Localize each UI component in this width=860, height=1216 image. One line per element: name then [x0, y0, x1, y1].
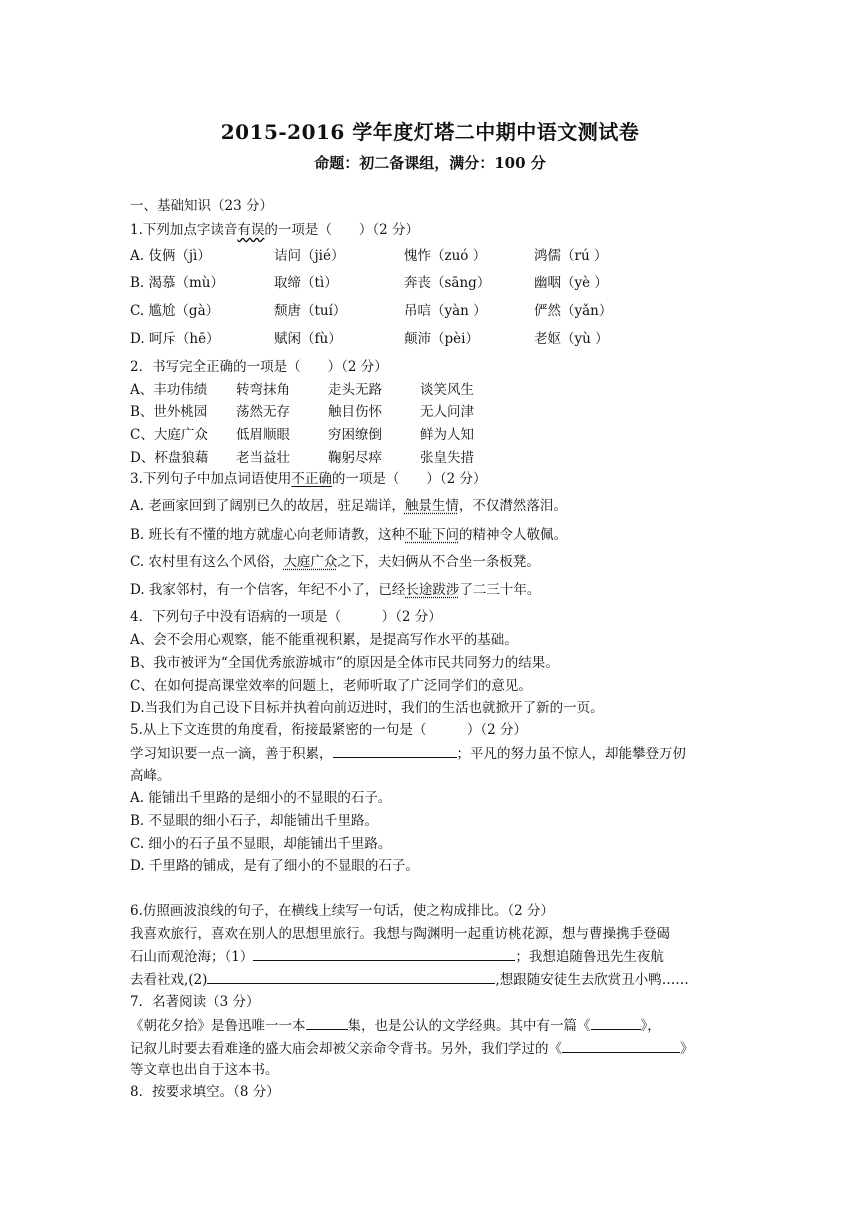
- q3-option-b: [130, 525, 567, 545]
- q1-option-d4: 老妪（yù ）: [534, 331, 609, 347]
- q1-option-c2: 颓唐（tuí）: [274, 303, 347, 319]
- q2-option-b1: B、世外桃园: [130, 404, 208, 420]
- q2-option-a4: 谈笑风生: [420, 382, 474, 398]
- q5-answer-blank[interactable]: [333, 743, 457, 758]
- q5-passage-cont: 高峰。: [130, 768, 171, 784]
- q3-a-pre: A. 老画家回到了阔别已久的故居，驻足端详，: [130, 498, 405, 514]
- question-1-stem: [130, 220, 419, 240]
- q7-line-3: 等文章也出自于这本书。: [130, 1062, 279, 1078]
- q2-option-c3: 穷困缭倒: [328, 427, 382, 443]
- q2-option-d4: 张皇失措: [420, 450, 474, 466]
- q1-option-a1: A. 伎俩（jì）: [130, 248, 211, 264]
- q1-option-b1: B. 渴慕（mù）: [130, 275, 224, 291]
- q6-l3-pre: 去看社戏,(2): [130, 972, 208, 988]
- q3-d-pre: D. 我家邻村，有一个信客，年纪不小了，已经: [130, 582, 406, 598]
- q1-option-b2: 取缔（tì）: [274, 275, 338, 291]
- question-6-stem: 6.仿照画波浪线的句子，在横线上续写一句话，使之构成排比。（2 分）: [130, 903, 555, 919]
- q1-option-a4: 鸿儒（rú ）: [534, 248, 608, 264]
- q6-blank-1[interactable]: [253, 946, 515, 961]
- q1-option-d3: 颠沛（pèi）: [404, 331, 479, 347]
- q5-passage-pre: 学习知识要一点一滴，善于积累，: [130, 746, 333, 762]
- q3-b-mark: 不耻下问: [405, 527, 460, 543]
- section-heading: 一、基础知识（23 分）: [130, 198, 273, 214]
- q3-b-pre: B. 班长有不懂的地方就虚心向老师请教，这种: [130, 527, 406, 543]
- question-7-stem: 7．名著阅读（3 分）: [130, 994, 260, 1010]
- q1-option-c3: 吊唁（yàn ）: [404, 303, 487, 319]
- q2-option-d3: 鞠躬尽瘁: [328, 450, 382, 466]
- q1-option-d1: D. 呵斥（hē）: [130, 331, 220, 347]
- question-3-stem: [130, 469, 487, 489]
- question-4-stem: 4．下列句子中没有语病的一项是（ ）（2 分）: [130, 609, 442, 625]
- q1-option-c4: 俨然（yǎn）: [534, 303, 613, 319]
- q3-b-post: 的精神令人敬佩。: [459, 527, 568, 543]
- q7-blank-3[interactable]: [562, 1038, 680, 1053]
- q1-stem-pre: 1.下列加点字读音: [130, 222, 238, 238]
- q6-l3-post: ,想跟随安徒生去欣赏丑小鸭……: [495, 972, 689, 988]
- q2-option-a2: 转弯抹角: [236, 382, 290, 398]
- q7-blank-2[interactable]: [591, 1015, 641, 1030]
- q3-option-c: [130, 552, 540, 572]
- q3-c-mark: 大庭广众: [283, 554, 338, 570]
- q5-option-d: D. 千里路的铺成，是有了细小的不显眼的石子。: [130, 858, 419, 874]
- q3-d-mark: 长途跋涉: [405, 582, 460, 598]
- page-title: 2015-2016 学年度灯塔二中期中语文测试卷: [220, 120, 640, 144]
- q2-option-a3: 走头无路: [328, 382, 382, 398]
- q3-a-post: ，不仅潸然落泪。: [458, 498, 567, 514]
- q7-line-1: [130, 1015, 661, 1036]
- q7-l1-c: 》，: [640, 1018, 661, 1034]
- q2-option-a1: A、丰功伟绩: [130, 382, 208, 398]
- q7-line-2: [130, 1038, 694, 1059]
- q5-passage: [130, 743, 686, 764]
- q3-stem-pre: 3.下列句子中加点词语使用: [130, 471, 292, 487]
- question-5-stem: 5.从上下文连贯的角度看，衔接最紧密的一句是（ ）（2 分）: [130, 722, 528, 738]
- q4-option-b: B、我市被评为“全国优秀旅游城市”的原因是全体市民共同努力的结果。: [130, 655, 559, 671]
- q3-c-post: 之下，夫妇俩从不合坐一条板凳。: [337, 554, 540, 570]
- q6-l2-pre: 石山而观沧海；（1）: [130, 949, 254, 965]
- q6-l2-post: ；我想追随鲁迅先生夜航: [515, 949, 664, 965]
- question-2-stem: 2．书写完全正确的一项是（ ）（2 分）: [130, 359, 388, 375]
- question-8-stem: 8．按要求填空。（8 分）: [130, 1084, 280, 1100]
- q3-option-a: [130, 496, 567, 516]
- q2-option-c2: 低眉顺眼: [236, 427, 290, 443]
- q6-line-3: [130, 969, 689, 990]
- q3-c-pre: C. 农村里有这么个风俗，: [130, 554, 284, 570]
- q1-option-a3: 愧怍（zuó ）: [404, 248, 487, 264]
- q6-line-2: [130, 946, 664, 967]
- q7-l1-a: 《朝花夕拾》是鲁迅唯一一本: [130, 1018, 306, 1034]
- q2-option-d2: 老当益壮: [236, 450, 290, 466]
- page-subtitle: 命题：初二备课组，满分：100 分: [314, 154, 546, 172]
- q5-option-a: A. 能铺出千里路的是细小的不显眼的石子。: [130, 790, 392, 806]
- q1-option-d2: 赋闲（fù）: [274, 331, 342, 347]
- q1-stem-mark: 有误: [237, 222, 265, 238]
- q6-blank-2[interactable]: [207, 969, 495, 984]
- q4-option-c: C、在如何提高课堂效率的问题上，老师听取了广泛同学们的意见。: [130, 678, 532, 694]
- q3-d-post: 了二三十年。: [459, 582, 541, 598]
- q2-option-d1: D、杯盘狼藉: [130, 450, 209, 466]
- q7-l1-b: 集，也是公认的文学经典。其中有一篇《: [347, 1018, 591, 1034]
- q3-option-d: [130, 580, 540, 600]
- q1-option-b3: 奔丧（sāng）: [404, 275, 491, 291]
- q2-option-c4: 鲜为人知: [420, 427, 474, 443]
- q2-option-b4: 无人问津: [420, 404, 474, 420]
- q1-option-b4: 幽咽（yè ）: [534, 275, 608, 291]
- q7-blank-1[interactable]: [306, 1015, 348, 1030]
- q2-option-b2: 荡然无存: [236, 404, 290, 420]
- q2-option-c1: C、大庭广众: [130, 427, 208, 443]
- q7-l2-a: 记叙儿时要去看难逢的盛大庙会却被父亲命令背书。另外，我们学过的《: [130, 1041, 562, 1057]
- q4-option-d: D.当我们为自己设下目标并执着向前迈进时，我们的生活也就掀开了新的一页。: [130, 700, 604, 716]
- q3-a-mark: 触景生情: [404, 498, 459, 514]
- q7-l2-b: 》: [680, 1041, 694, 1057]
- q6-line-1: 我喜欢旅行，喜欢在别人的思想里旅行。我想与陶渊明一起重访桃花源，想与曹操携手登碣: [130, 926, 670, 942]
- q2-option-b3: 触目伤怀: [328, 404, 382, 420]
- q5-passage-post: ；平凡的努力虽不惊人，却能攀登万仞: [456, 746, 686, 762]
- q1-stem-post: 的一项是（ ）（2 分）: [264, 222, 420, 238]
- q3-stem-mark: 不正确: [291, 471, 332, 487]
- q5-option-c: C. 细小的石子虽不显眼，却能铺出千里路。: [130, 836, 392, 852]
- q1-option-c1: C. 尴尬（gà）: [130, 303, 220, 319]
- q5-option-b: B. 不显眼的细小石子，却能铺出千里路。: [130, 813, 379, 829]
- q3-stem-post: 的一项是（ ）（2 分）: [331, 471, 487, 487]
- q1-option-a2: 诘问（jié）: [274, 248, 345, 264]
- q4-option-a: A、会不会用心观察，能不能重视积累，是提高写作水平的基础。: [130, 632, 518, 648]
